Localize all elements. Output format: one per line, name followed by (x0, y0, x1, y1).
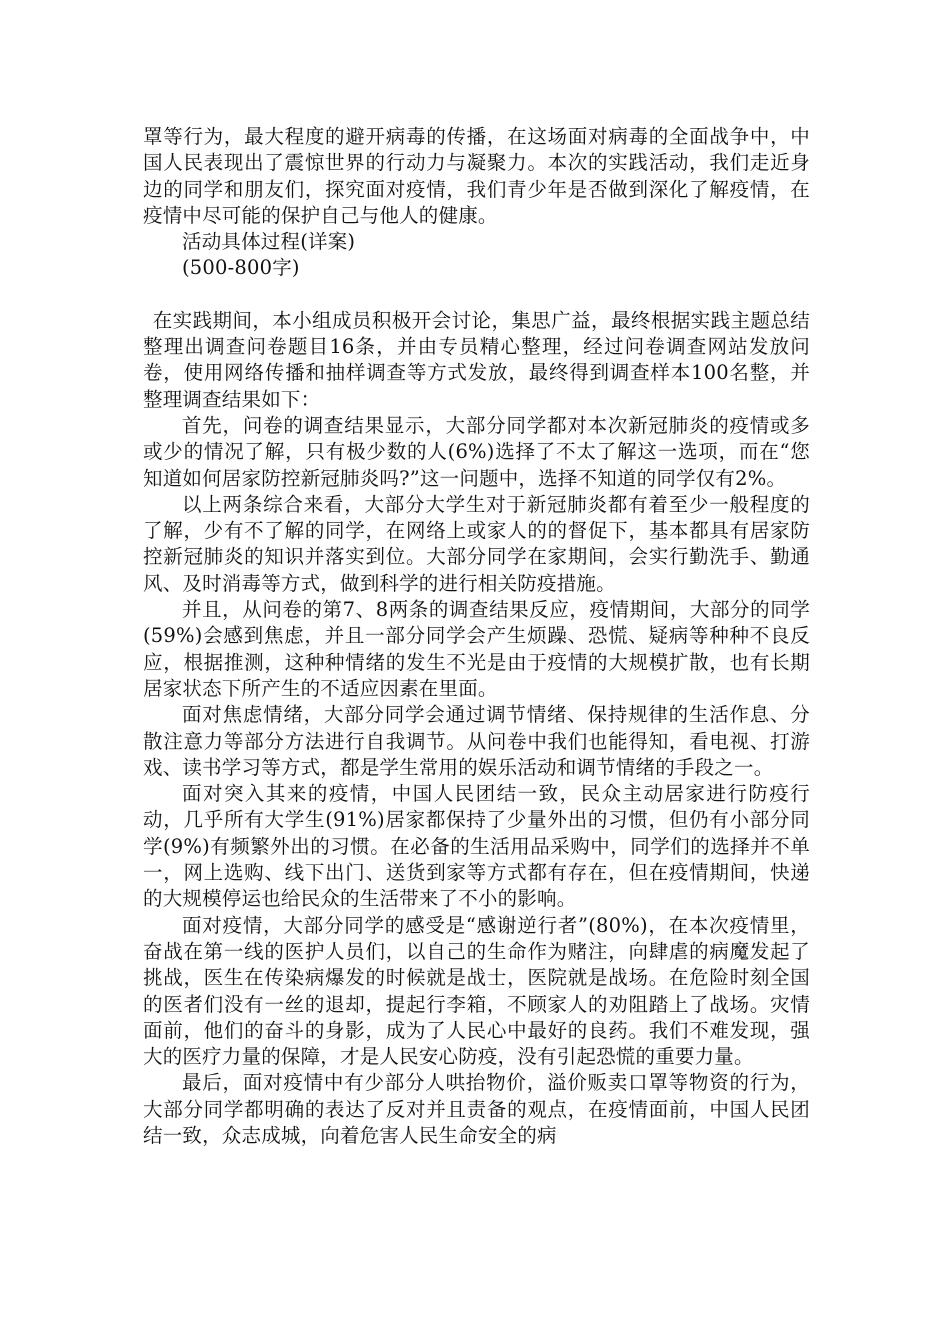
body-paragraph-7: 面对疫情，大部分同学的感受是“感谢逆行者”(80%)，在本次疫情里，奋战在第一线的医护人员们，以自己的生命作为赌注，向肆虐的病魔发起了挑战，医生在传染病爆发的时候就是战士，医院就是战场。在危险时刻全国的医者们没有一丝的退却，提起行李箱，不顾家人的劝阻踏上了战场。灾情面前，他们的奋斗的身影，成为了人民心中最好的良药。我们不难发现，强大的医疗力量的保障，才是人民安心防疫，没有引起恐慌的重要力量。 (143, 913, 810, 1069)
document-page (143, 124, 810, 1149)
body-paragraph-5: 面对焦虑情绪，大部分同学会通过调节情绪、保持规律的生活作息、分散注意力等部分方法进行自我调节。从问卷中我们也能得知，看电视、打游戏、读书学习等方式，都是学生常用的娱乐活动和调节情绪的手段之一。 (143, 703, 810, 779)
body-paragraph-1: 在实践期间，本小组成员积极开会讨论，集思广益，最终根据实践主题总结整理出调查问卷题目16条，并由专员精心整理，经过问卷调查网站发放问卷，使用网络传播和抽样调查等方式发放，最终得到调查样本100名整，并整理调查结果如下： (143, 308, 810, 411)
section-title: 活动具体过程(详案) (182, 230, 356, 254)
body-paragraph-4: 并且，从问卷的第7、8两条的调查结果反应，疫情期间，大部分的同学(59%)会感到焦虑，并且一部分同学会产生烦躁、恐慌、疑病等种种不良反应，根据推测，这种种情绪的发生不光是由于疫情的大规模扩散，也有长期居家状态下所产生的不适应因素在里面。 (143, 598, 810, 700)
intro-paragraph: 罩等行为，最大程度的避开病毒的传播，在这场面对病毒的全面战争中，中国人民表现出了震惊世界的行动力与凝聚力。本次的实践活动，我们走近身边的同学和朋友们，探究面对疫情，我们青少年是否做到深化了解疫情，在疫情中尽可能的保护自己与他人的健康。 (143, 125, 810, 227)
body-paragraph-2: 首先，问卷的调查结果显示，大部分同学都对本次新冠肺炎的疫情或多或少的情况了解，只有极少数的人(6%)选择了不太了解这一选项，而在“您知道如何居家防控新冠肺炎吗?”这一问题中，选择不知道的同学仅有2%。 (143, 413, 810, 490)
body-paragraph-8: 最后，面对疫情中有少部分人哄抬物价，溢价贩卖口罩等物资的行为，大部分同学都明确的表达了反对并且责备的观点，在疫情面前，中国人民团结一致，众志成城，向着危害人民生命安全的病 (143, 1071, 810, 1147)
body-paragraph-6: 面对突入其来的疫情，中国人民团结一致，民众主动居家进行防疫行动，几乎所有大学生(91%)居家都保持了少量外出的习惯，但仍有小部分同学(9%)有频繁外出的习惯。在必备的生活用品采购中，同学们的选择并不单一，网上选购、线下出门、送货到家等方式都有存在，但在疫情期间，快递的大规模停运也给民众的生活带来了不小的影响。 (143, 782, 810, 911)
section-subtitle: (500-800字) (182, 256, 300, 280)
body-paragraph-3: 以上两条综合来看，大部分大学生对于新冠肺炎都有着至少一般程度的了解，少有不了解的同学，在网络上或家人的的督促下，基本都具有居家防控新冠肺炎的知识并落实到位。大部分同学在家期间，会实行勤洗手、勤通风、及时消毒等方式，做到科学的进行相关防疫措施。 (143, 492, 810, 595)
blank-line (143, 282, 810, 308)
